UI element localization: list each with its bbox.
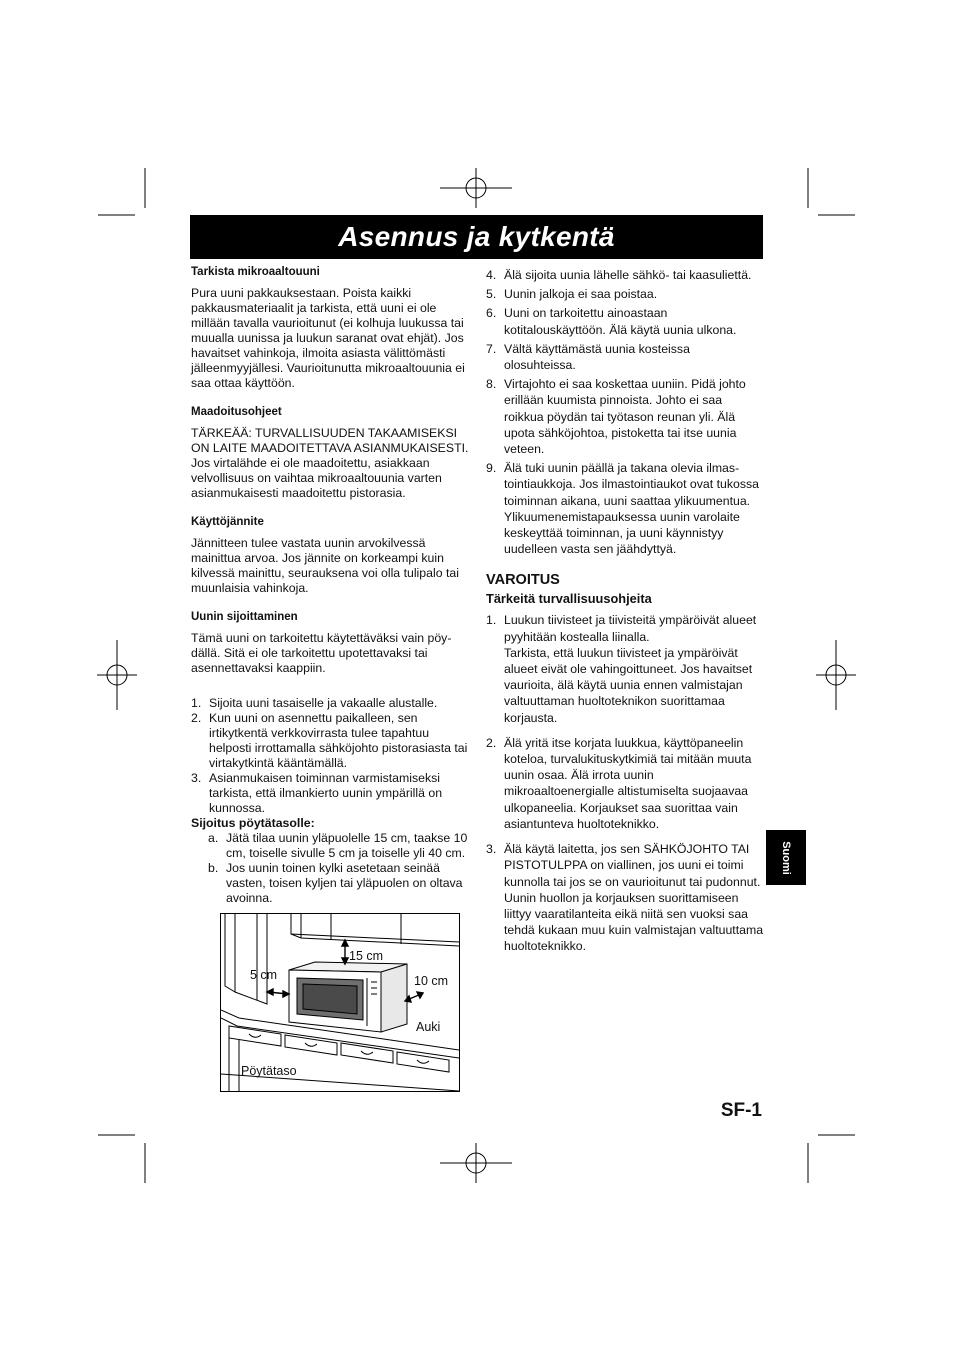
label-countertop: Pöytätaso — [241, 1064, 297, 1078]
list-item: 8. Virtajohto ei saa koskettaa uuniin. Pidä johto erillään kuumista pinnoista. Johto ei saa roikkua pöydän tai työtason reunan yli. Älä upota sähköjohtoa, pistoketta tai itse uunia veteen. — [486, 377, 746, 457]
list-item: 1. Luukun tiivisteet ja tiivisteitä ympäröivät alueet pyyhitään kostealla liinalla. Tarkista, että luukun tiivisteet ja ympäröivät alueet eivät ole vahingoittuneet. Jos havaitset vaurioita, älä käytä uunia ennen valmistajan valtuuttaman huoltoteknikon suorittamaa korjausta. — [486, 613, 757, 725]
list-item: 7. Vältä käyttämästä uunia kosteissa olosuhteissa. — [486, 341, 690, 373]
language-tab-label: Suomi — [780, 840, 792, 875]
title-banner — [190, 215, 763, 259]
list-item: 9. Älä tuki uunin päällä ja takana olevia ilmas-tointiaukkoja. Jos ilmastointiaukot ovat tukossa toiminnan aikana, uuni saattaa ylikuumentua. Ylikuumenemistapauksessa uunin varolaite keskeyttää toiminnan, ja uuni käynnistyy uudelleen vasta sen jäähdyttyä. — [486, 461, 759, 557]
placement-sublist — [191, 831, 471, 906]
placement-illustration — [220, 913, 460, 1092]
placement-list-continued — [486, 267, 764, 557]
warning-subtitle: Tärkeitä turvallisuusohjeita — [486, 591, 652, 607]
section-paragraph: Jos virtalähde ei ole maadoitettu, asiakkaan velvollisuus on vaihtaa mikroaaltouunia varten asianmukaisesti maadoitettu pistorasia. — [191, 456, 442, 500]
label-open-side: Auki — [416, 1020, 441, 1034]
page-number: SF-1 — [720, 1100, 762, 1121]
right-column — [486, 267, 764, 955]
warning-list — [486, 612, 764, 954]
warning-title: VAROITUS — [486, 572, 560, 589]
label-back-clearance: 10 cm — [414, 974, 449, 988]
section-heading: Tarkista mikroaaltouuni — [191, 266, 320, 278]
list-item: 3. Asianmukaisen toiminnan varmistamiseksi tarkista, että ilmankierto uunin ympärillä on kunnossa. — [191, 771, 443, 815]
section-heading: Uunin sijoittaminen — [191, 611, 298, 623]
section-paragraph: Pura uuni pakkauksestaan. Poista kaikki pakkausmateriaalit ja tarkista, että uuni ei ole millään tavalla vaurioitunut (ei kolhuja luukussa tai muualla uunissa ja luukun saranat ovat ehjät). Jos havaitset vahinkoja, ilmoita asiasta välittömästi jälleenmyyjällesi. Vaurioitunutta mikroaaltouunia ei saa ottaa käyttöön. — [191, 286, 465, 390]
list-item: 4. Älä sijoita uunia lähelle sähkö- tai kaasuliettä. — [486, 268, 752, 282]
list-item: a. Jätä tilaa uunin yläpuolelle 15 cm, taakse 10 cm, toiselle sivulle 5 cm ja toiselle yli 40 cm. — [208, 831, 468, 860]
list-item: 6. Uuni on tarkoitettu ainoastaan kotitalouskäyttöön. Älä käytä uunia ulkona. — [486, 306, 737, 337]
list-item: b. Jos uunin toinen kylki asetetaan seinää vasten, toisen kyljen tai yläpuolen on oltava avoinna. — [208, 861, 463, 905]
list-item: 2. Älä yritä itse korjata luukkua, käyttöpaneelin koteloa, turvalukituskytkimiä tai mitään muuta uunin osaa. Älä irrota uunin mikroaaltoenergialle altistumiselta suojaavaa ulkopaneelia. Korjaukset saa suorittaa vain asiantunteva huoltoteknikko. — [486, 735, 752, 831]
section-paragraph: Jännitteen tulee vastata uunin arvokilvessä mainittua arvoa. Jos jännite on korkeampi kuin kilvessä mainittu, seurauksena voi olla tulipalo tai muunlaisia vahinkoja. — [191, 536, 459, 595]
section-paragraph: Tämä uuni on tarkoitettu käytettäväksi vain pöy-dällä. Sitä ei ole tarkoitettu upotettavaksi tai asennettavaksi kaappiin. — [191, 631, 452, 675]
list-item: 3. Älä käytä laitetta, jos sen SÄHKÖJOHTO TAI PISTOTULPPA on viallinen, jos uuni ei toimi kunnolla tai jos se on vaurioitunut tai pudonnut. Uunin huollon ja korjauksen suorittamiseen liittyy vaaratilanteita eikä niitä sen vuoksi saa tehdä kukaan muu kuin valmistajan valtuuttama huoltoteknikko. — [486, 842, 764, 954]
list-item: 2. Kun uuni on asennettu paikalleen, sen irtikytkentä verkkovirrasta tulee tapahtuu helposti irrottamalla sähköjohto pistorasiasta tai virtakytkintä kääntämällä. — [191, 711, 468, 770]
list-item: 1. Sijoita uuni tasaiselle ja vakaalle alustalle. — [191, 696, 438, 710]
label-side-clearance: 5 cm — [250, 968, 278, 982]
placement-heading: Sijoitus pöytätasolle: — [191, 816, 315, 830]
section-paragraph: TÄRKEÄÄ: TURVALLISUUDEN TAKAAMISEKSI ON LAITE MAADOITETTAVA ASIANMUKAISESTI. — [191, 426, 469, 455]
label-top-clearance: 15 cm — [349, 949, 384, 963]
left-column — [191, 265, 471, 906]
section-heading: Käyttöjännite — [191, 516, 264, 528]
section-heading: Maadoitusohjeet — [191, 406, 282, 418]
list-item: 5. Uunin jalkoja ei saa poistaa. — [486, 287, 658, 302]
placement-list — [191, 696, 471, 816]
language-tab — [766, 830, 806, 885]
page-title: Asennus ja kytkentä — [338, 221, 615, 252]
